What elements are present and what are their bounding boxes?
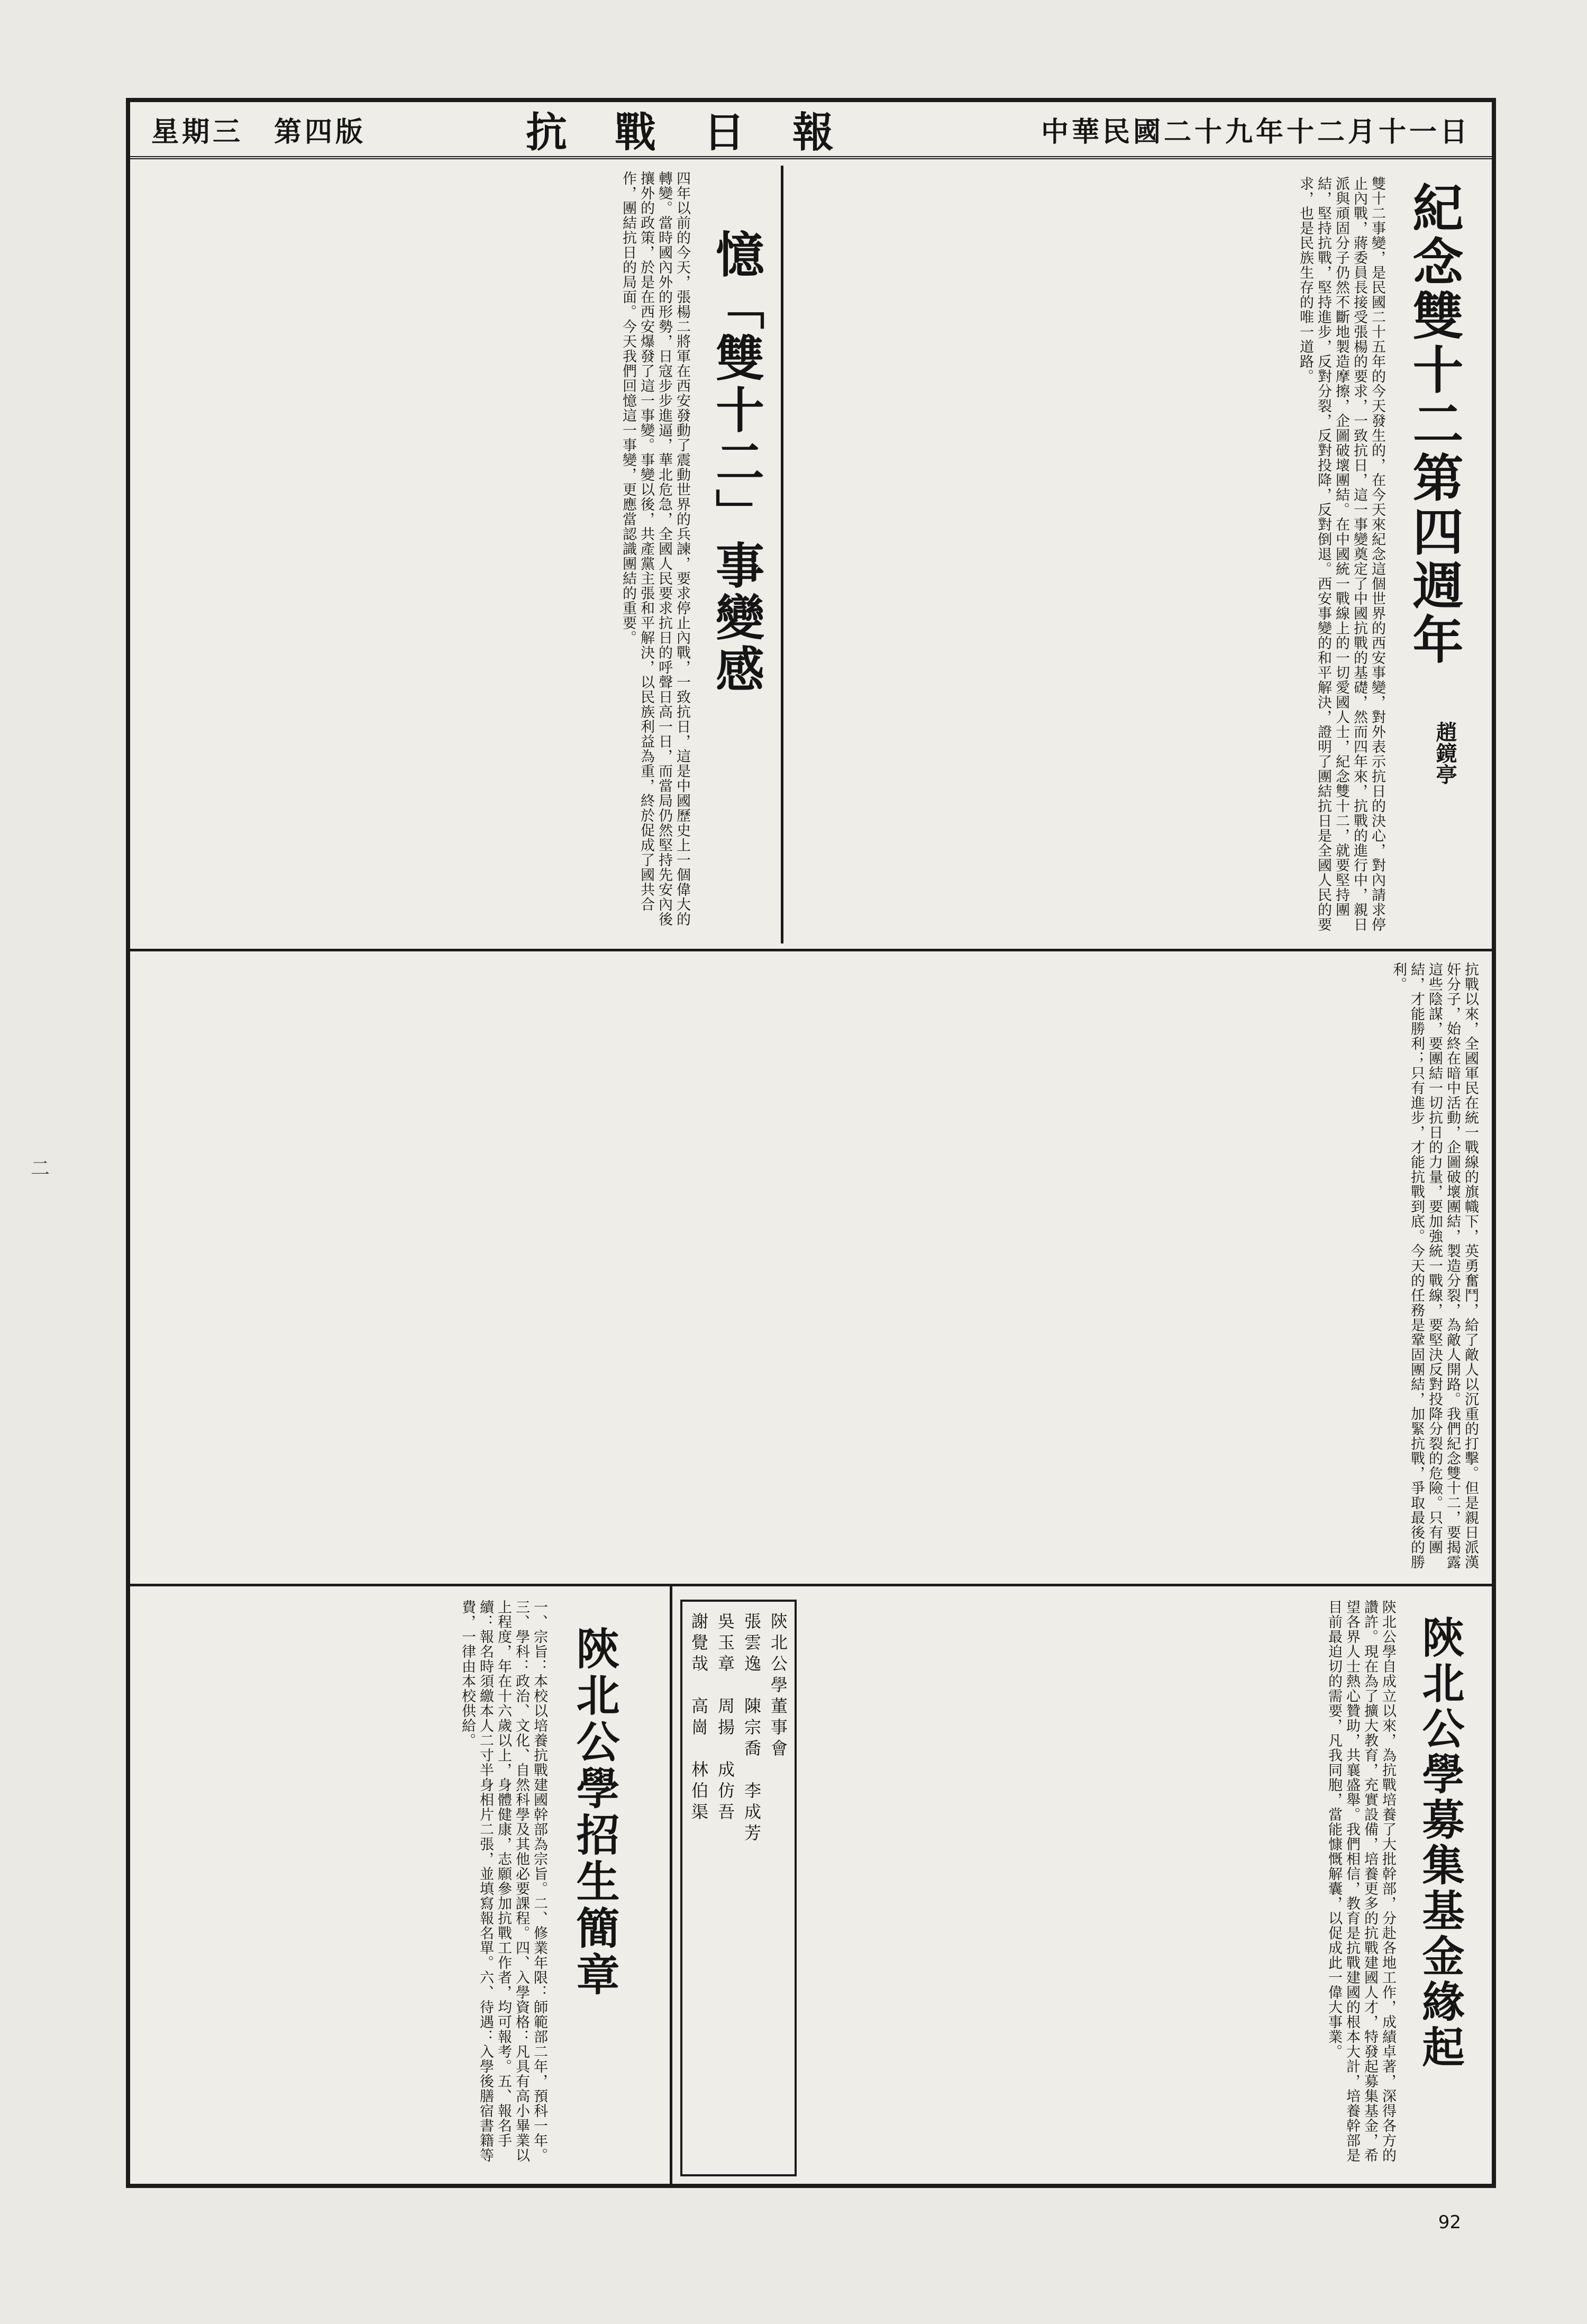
section-rule bbox=[130, 1584, 1492, 1586]
admission-body: 一、宗旨：本校以培養抗戰建國幹部為宗旨。二、修業年限：師範部二年，預科一年。三、學科：政治、文化、自然科學及其他必要課程。四、入學資格：凡具有高小畢業以上程度，年在十六歲以上，身體健康，志願參加抗戰工作者，均可報考。五、報名手續：報名時須繳本人二寸半身相片二張，並填寫報名單。六、待遇：入學後膳宿書籍等費，一律由本校供給。 bbox=[459, 1600, 548, 2163]
fund-title: 陝北公學募集基金緣起 bbox=[1415, 1615, 1465, 2071]
article3-body: 抗戰以來，全國軍民在統一戰線的旗幟下，英勇奮鬥，給了敵人以沉重的打擊。但是親日派漢奸分子，始終在暗中活動，企圖破壞團結，製造分裂，為敵人開路。我們紀念雙十二，要揭露這些陰謀，要團結一切抗日的力量，要加強統一戰線，要堅決反對投降分裂的危險。只有團結，才能勝利；只有進步，才能抗戰到底。今天的任務是鞏固團結，加緊抗戰，爭取最後的勝利。 bbox=[1390, 962, 1479, 1569]
page-frame bbox=[126, 98, 1496, 2188]
fund-signers-line: 張雲逸 陳宗喬 李成芳 bbox=[742, 1612, 762, 1845]
margin-mark: 二 bbox=[31, 1158, 50, 1179]
article1-author: 趙鏡亭 bbox=[1433, 721, 1457, 785]
page-number: 92 bbox=[1438, 2212, 1461, 2233]
article1-body: 雙十二事變，是民國二十五年的今天發生的，在今天來紀念這個世界的西安事變，對外表示抗日的決心，對內請求停止內戰，蔣委員長接受張楊的要求，一致抗日，這一事變奠定了中國抗戰的基礎，然而四年來，抗戰的進行中，親日派與頑固分子仍然不斷地製造摩擦，企圖破壞團結。在中國統一戰線上的一切愛國人士，紀念雙十二，就要堅持團結，堅持抗戰，堅持進步，反對分裂，反對投降，反對倒退。西安事變的和平解決，證明了團結抗日是全國人民的要求，也是民族生存的唯一道路。 bbox=[1297, 176, 1385, 932]
fund-body: 陝北公學自成立以來，為抗戰培養了大批幹部，分赴各地工作，成績卓著，深得各方的讚許。現在為了擴大教育，充實設備，培養更多的抗戰建國人才，特發起募集基金，希望各界人士熱心贊助，共襄盛舉。我們相信，教育是抗戰建國的根本大計，培養幹部是目前最迫切的需要，凡我同胞，當能慷慨解囊，以促成此一偉大事業。 bbox=[1326, 1600, 1396, 2163]
fund-signers-line: 陝北公學董事會 bbox=[768, 1612, 788, 1760]
masthead-weekday-page: 星期三 第四版 bbox=[151, 115, 367, 148]
masthead-date: 中華民國二十九年十二月十一日 bbox=[1041, 115, 1471, 148]
fund-signers-line: 謝覺哉 高崗 林伯渠 bbox=[689, 1612, 709, 1824]
fund-signers-box bbox=[680, 1600, 797, 2176]
fund-signers-line: 吳玉章 周揚 成仿吾 bbox=[715, 1612, 735, 1824]
column-rule bbox=[781, 166, 783, 943]
masthead-title: 抗戰日報 bbox=[525, 108, 881, 157]
section-rule bbox=[130, 949, 1492, 951]
article1-title: 紀念雙十二第四週年 bbox=[1404, 181, 1464, 667]
column-rule bbox=[670, 1584, 672, 2187]
article2-title: 憶「雙十二」事變感 bbox=[708, 229, 765, 696]
admission-title: 陝北公學招生簡章 bbox=[569, 1626, 620, 1999]
article2-body: 四年以前的今天，張楊二將軍在西安發動了震動世界的兵諫，要求停止內戰，一致抗日，這是中國歷史上一個偉大的轉變。當時國內外的形勢，日寇步步進逼，華北危急，全國人民要求抗日的呼聲日高一日，而當局仍然堅持先安內後攘外的政策，於是在西安爆發了這一事變。事變以後，共產黨主張和平解決，以民族利益為重，終於促成了國共合作，團結抗日的局面。今天我們回憶這一事變，更應當認識團結的重要。 bbox=[620, 171, 690, 927]
masthead bbox=[130, 102, 1492, 159]
